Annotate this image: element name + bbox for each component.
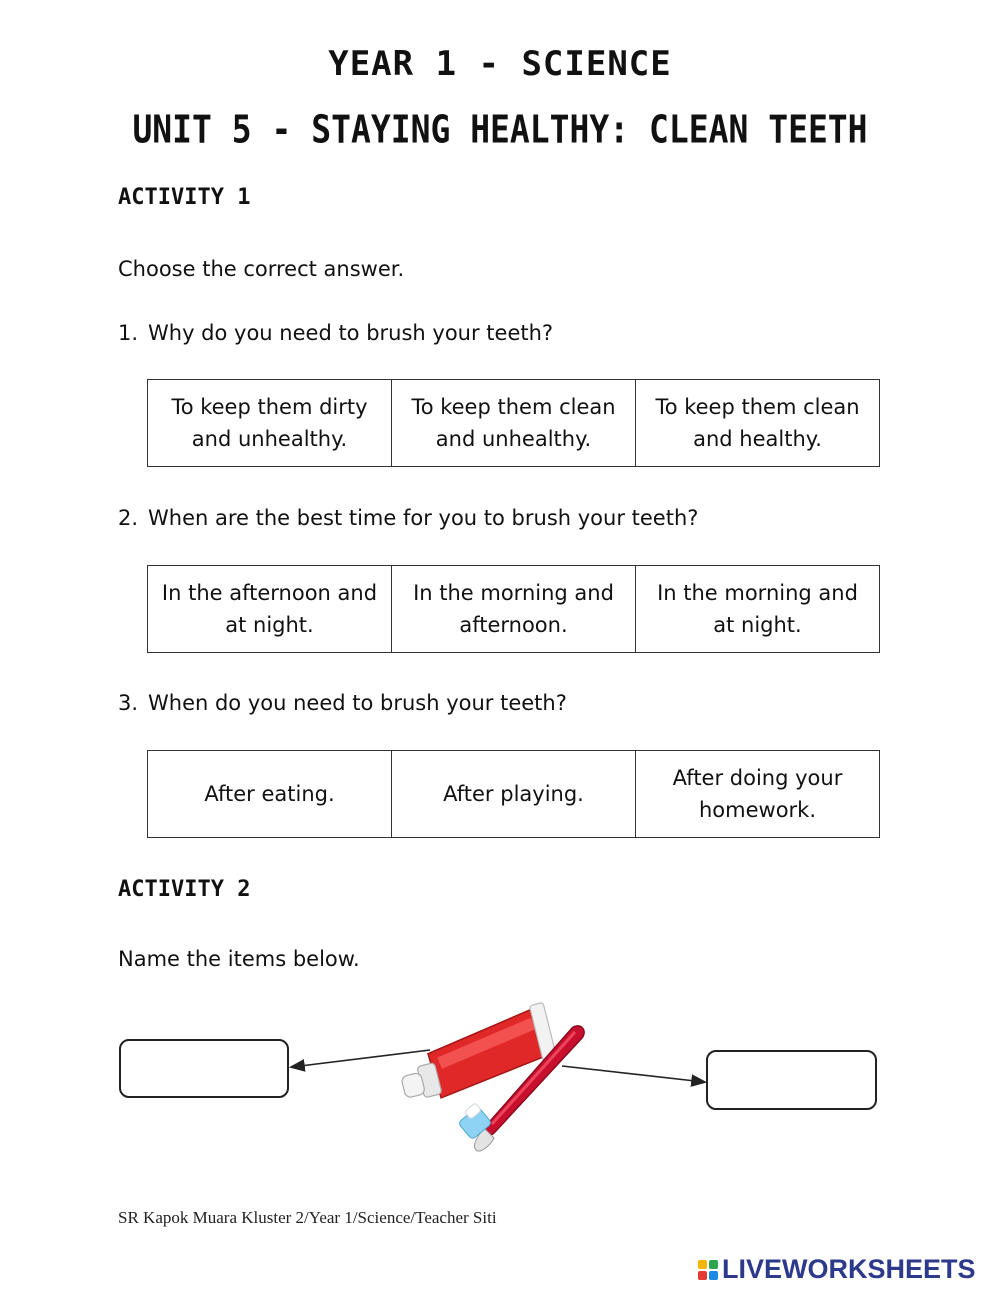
activity-2-instruction: Name the items below. (118, 947, 360, 971)
liveworksheets-brand[interactable] (698, 1254, 976, 1285)
answer-option[interactable]: In the morning and at night. (657, 581, 858, 637)
answer-input-left[interactable] (119, 1039, 289, 1098)
question-number: 2. (118, 506, 139, 530)
answer-input-right[interactable] (706, 1050, 877, 1110)
activity-1-instruction: Choose the correct answer. (118, 257, 405, 281)
question-3-options (147, 750, 880, 838)
answer-option[interactable]: After playing. (392, 751, 636, 837)
toothpaste-toothbrush-illustration (280, 1000, 720, 1170)
arrow-right (562, 1066, 704, 1082)
answer-option[interactable]: In the morning and afternoon. (392, 566, 636, 652)
question-text: When do you need to brush your teeth? (148, 691, 567, 715)
worksheet-title: YEAR 1 - SCIENCE (328, 44, 672, 84)
answer-option[interactable]: To keep them clean and healthy. (655, 395, 860, 451)
activity-1-heading: ACTIVITY 1 (118, 185, 251, 210)
answer-option[interactable]: To keep them clean and unhealthy. (392, 380, 636, 466)
question-3 (118, 691, 567, 715)
question-number: 3. (118, 691, 139, 715)
footer-credit: SR Kapok Muara Kluster 2/Year 1/Science/Teacher Siti (118, 1208, 497, 1227)
question-1-options (147, 379, 880, 467)
question-2 (118, 506, 698, 530)
activity-2-heading: ACTIVITY 2 (118, 877, 251, 902)
answer-option[interactable]: In the afternoon and at night. (148, 566, 392, 652)
answer-option[interactable]: After eating. (148, 751, 392, 837)
brand-name: LIVEWORKSHEETS (722, 1254, 976, 1284)
unit-title: UNIT 5 - STAYING HEALTHY: CLEAN TEETH (132, 107, 868, 152)
question-text: When are the best time for you to brush your teeth? (148, 506, 699, 530)
question-number: 1. (118, 321, 139, 345)
brand-logo-icon (698, 1260, 718, 1280)
answer-option[interactable]: After doing your homework. (672, 766, 843, 822)
question-1 (118, 321, 553, 345)
answer-option[interactable]: To keep them dirty and unhealthy. (148, 380, 392, 466)
question-2-options (147, 565, 880, 653)
arrow-left (292, 1050, 430, 1067)
question-text: Why do you need to brush your teeth? (148, 321, 554, 345)
